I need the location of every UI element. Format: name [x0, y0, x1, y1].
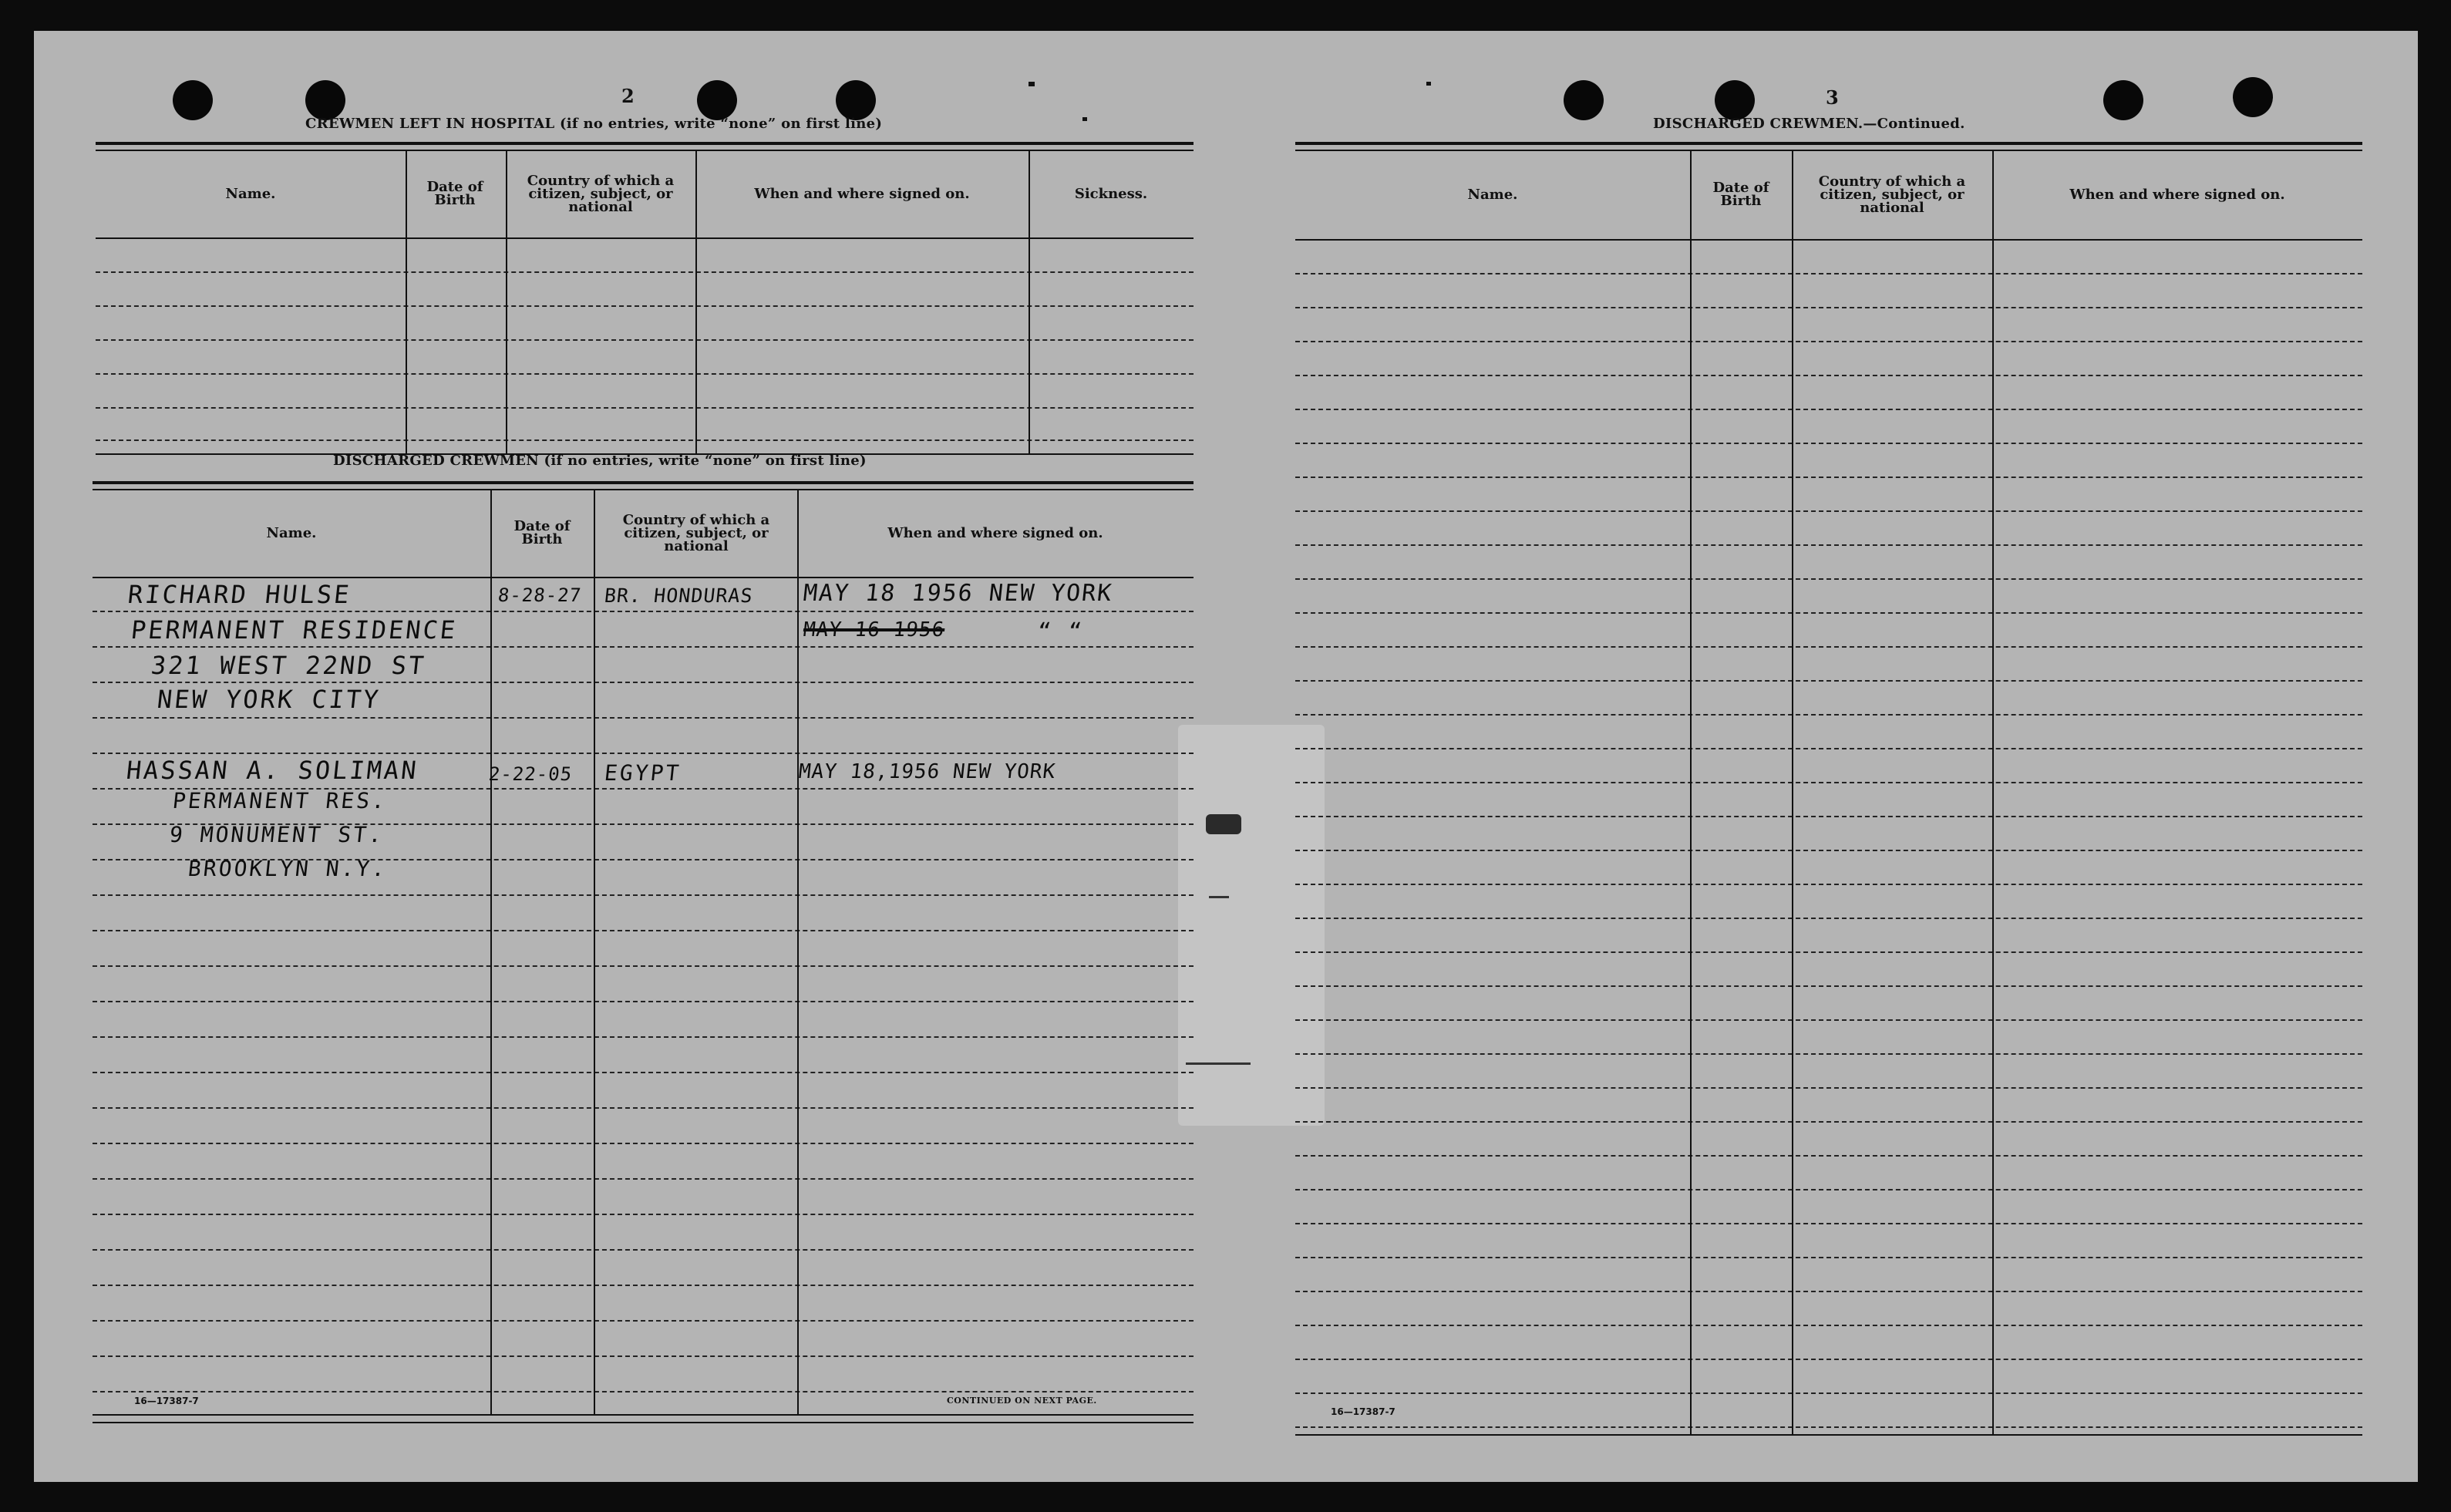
crewman-residence-label: PERMANENT RES.	[171, 788, 389, 813]
crewman-country: BR. HONDURAS	[603, 584, 755, 607]
table-row	[1295, 1325, 2362, 1326]
crewman-signed-on: MAY 18,1956 NEW YORK	[797, 760, 1057, 783]
table-row	[93, 1214, 1194, 1215]
column-divider	[1992, 150, 1994, 1434]
table-row	[93, 1355, 1194, 1357]
form-number-left: 16—17387-7	[134, 1396, 199, 1406]
table-row	[1295, 985, 2362, 987]
table-row	[93, 1036, 1194, 1038]
crewman-address-city: NEW YORK CITY	[156, 685, 382, 714]
table-row	[93, 1249, 1194, 1251]
table-row	[1295, 578, 2362, 580]
table-row	[1295, 476, 2362, 478]
punch-hole	[305, 80, 345, 120]
punch-hole	[1715, 80, 1755, 120]
crewman-country: EGYPT	[603, 760, 683, 786]
column-divider	[594, 489, 595, 1414]
column-divider	[1690, 150, 1692, 1434]
header-signed-on: When and where signed on.	[2069, 186, 2285, 203]
discharged-table	[93, 481, 1194, 1428]
crewman-date-of-birth: 8-28-27	[497, 584, 583, 606]
table-rule	[93, 1422, 1194, 1423]
table-row	[1295, 612, 2362, 614]
table-row	[1295, 443, 2362, 444]
table-row	[1295, 918, 2362, 919]
crewman-signed-on: MAY 18 1956 NEW YORK	[802, 580, 1115, 607]
form-number-right: 16—17387-7	[1331, 1406, 1396, 1417]
crewman-address-street: 321 WEST 22ND ST	[150, 651, 428, 680]
crewman-signed-on-ditto: “ “	[1036, 618, 1086, 644]
header-name: Name.	[225, 185, 276, 202]
table-row	[1295, 273, 2362, 274]
table-row	[93, 753, 1194, 754]
table-rule	[93, 1414, 1194, 1416]
table-row	[1295, 375, 2362, 376]
header-country: Country of which a citizen, subject, or national	[622, 511, 770, 554]
discharged-continued-title: DISCHARGED CREWMEN.—Continued.	[1653, 116, 1965, 132]
clip-mark	[1206, 814, 1241, 834]
table-row	[93, 717, 1194, 719]
table-row	[93, 1107, 1194, 1109]
table-row	[93, 646, 1194, 648]
header-name: Name.	[1467, 186, 1518, 203]
punch-hole	[2103, 80, 2143, 120]
table-row	[1295, 951, 2362, 953]
continued-note: CONTINUED ON NEXT PAGE.	[947, 1396, 1097, 1406]
header-name: Name.	[266, 524, 317, 541]
page-number-left: 2	[621, 85, 635, 107]
table-row	[1295, 1087, 2362, 1089]
column-divider	[506, 150, 507, 453]
table-rule	[96, 142, 1194, 145]
table-row	[1295, 1019, 2362, 1021]
crewman-name: RICHARD HULSE	[126, 580, 353, 609]
table-row	[1295, 1291, 2362, 1292]
table-rule	[1295, 239, 2362, 241]
document-sheet	[34, 31, 2418, 1482]
header-signed-on: When and where signed on.	[887, 524, 1103, 541]
column-divider	[797, 489, 799, 1414]
table-row	[1295, 1257, 2362, 1258]
header-country: Country of which a citizen, subject, or national	[1818, 173, 1966, 216]
table-row	[93, 1143, 1194, 1144]
table-row	[1295, 544, 2362, 546]
table-row	[1295, 850, 2362, 851]
table-rule	[1295, 142, 2362, 145]
punch-hole	[2233, 77, 2273, 117]
table-rule	[1295, 1434, 2362, 1436]
table-row	[1295, 1426, 2362, 1428]
header-date-of-birth: Date of Birth	[426, 179, 483, 208]
crewman-name: HASSAN A. SOLIMAN	[125, 756, 420, 785]
clip-mark	[1186, 1062, 1251, 1065]
column-divider	[1792, 150, 1793, 1434]
header-date-of-birth: Date of Birth	[1712, 180, 1769, 209]
discharged-continued-table	[1295, 142, 2362, 1437]
punch-hole	[1564, 80, 1604, 120]
table-row	[1295, 510, 2362, 512]
column-divider	[490, 489, 492, 1414]
punch-hole	[697, 80, 737, 120]
table-row	[1295, 1121, 2362, 1123]
table-row	[1295, 409, 2362, 410]
discharged-section-title: DISCHARGED CREWMEN (if no entries, write “none” on first line)	[333, 453, 867, 469]
table-rule	[93, 481, 1194, 484]
table-row	[93, 682, 1194, 683]
punch-hole	[173, 80, 213, 120]
table-row	[1295, 1392, 2362, 1394]
crewman-signed-on-struck: MAY 16 1956	[802, 618, 946, 642]
hospital-table	[96, 142, 1194, 458]
table-row	[93, 611, 1194, 612]
page-number-right: 3	[1826, 86, 1839, 109]
speck	[1426, 82, 1431, 86]
table-row	[93, 965, 1194, 967]
table-row	[1295, 748, 2362, 749]
table-row	[1295, 341, 2362, 342]
crewman-address-city: BROOKLYN N.Y.	[187, 856, 389, 881]
clip-mark	[1209, 896, 1229, 898]
table-row	[93, 1072, 1194, 1073]
header-date-of-birth: Date of Birth	[513, 518, 571, 547]
table-row	[93, 1285, 1194, 1286]
table-row	[1295, 646, 2362, 648]
table-rule	[93, 577, 1194, 578]
speck	[1082, 117, 1087, 121]
table-row	[1295, 1053, 2362, 1055]
table-row	[1295, 1223, 2362, 1224]
crewman-residence-label: PERMANENT RESIDENCE	[130, 615, 460, 645]
crewman-address-street: 9 MONUMENT ST.	[168, 822, 385, 847]
table-row	[93, 1001, 1194, 1002]
table-row	[1295, 816, 2362, 817]
hospital-section-title: CREWMEN LEFT IN HOSPITAL (if no entries, write “none” on first line)	[305, 116, 883, 132]
crewman-date-of-birth: 2-22-05	[487, 763, 574, 785]
speck	[1029, 82, 1035, 86]
table-row	[1295, 1189, 2362, 1190]
table-row	[1295, 1155, 2362, 1157]
table-row	[1295, 1359, 2362, 1360]
table-row	[93, 894, 1194, 896]
table-row	[93, 1391, 1194, 1392]
header-country: Country of which a citizen, subject, or national	[527, 172, 675, 215]
header-sickness: Sickness.	[1074, 185, 1148, 202]
table-row	[93, 930, 1194, 931]
table-row	[1295, 680, 2362, 682]
punch-hole	[836, 80, 876, 120]
table-row	[1295, 714, 2362, 716]
table-row	[1295, 884, 2362, 885]
column-divider	[406, 150, 407, 453]
table-row	[1295, 782, 2362, 783]
table-row	[93, 1178, 1194, 1180]
header-signed-on: When and where signed on.	[754, 185, 970, 202]
table-row	[93, 1320, 1194, 1322]
table-row	[1295, 307, 2362, 308]
